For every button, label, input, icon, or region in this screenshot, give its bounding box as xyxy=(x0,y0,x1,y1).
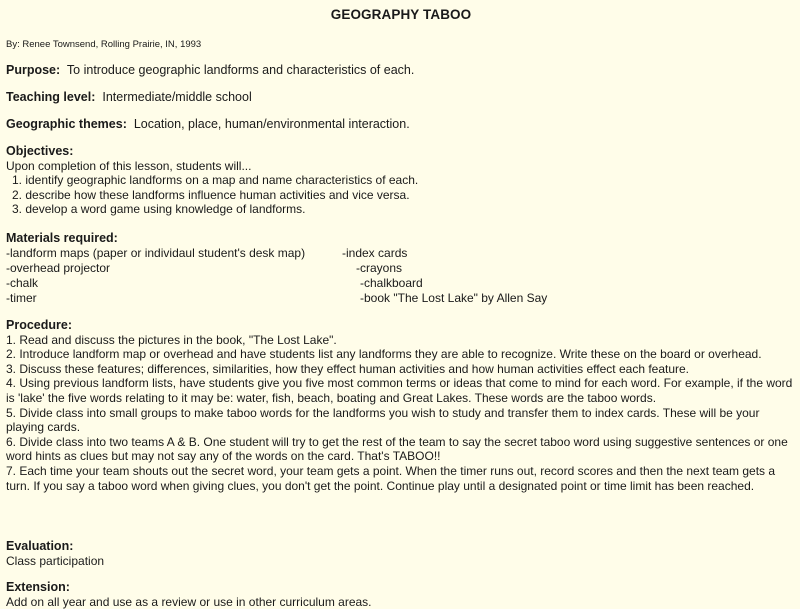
objectives-heading: Objectives: xyxy=(6,144,796,159)
material-item: -timer xyxy=(6,291,305,306)
geographic-themes-label: Geographic themes: xyxy=(6,117,127,131)
objectives-list xyxy=(6,173,796,217)
geographic-themes-field xyxy=(6,117,410,132)
procedure-step: 7. Each time your team shouts out the secret word, your team gets a point. When the timer runs out, record scores and then the next team gets a turn. If you say a taboo word when giving clues, you don't get the point. Continue play until a designated point or time limit has been reached. xyxy=(6,464,796,493)
procedure-step: 6. Divide class into two teams A & B. One student will try to get the rest of the team to say the secret taboo word using suggestive sentences or one word hints as clues but may not say any of the words on the card. That's TABOO!! xyxy=(6,435,796,464)
extension-heading: Extension: xyxy=(6,580,796,595)
purpose-label: Purpose: xyxy=(6,63,60,77)
objective-item: 2. describe how these landforms influence human activities and vice versa. xyxy=(6,188,796,203)
procedure-section xyxy=(6,318,796,493)
materials-list xyxy=(6,246,796,306)
materials-section xyxy=(6,231,796,306)
materials-right-column xyxy=(6,246,796,306)
objective-item: 1. identify geographic landforms on a map and name characteristics of each. xyxy=(6,173,796,188)
procedure-step: 5. Divide class into small groups to make taboo words for the landforms you wish to study and transfer them to index cards. These will be your playing cards. xyxy=(6,406,796,435)
evaluation-heading: Evaluation: xyxy=(6,539,796,554)
extension-section xyxy=(6,580,796,609)
geographic-themes-value: Location, place, human/environmental interaction. xyxy=(134,117,410,131)
procedure-heading: Procedure: xyxy=(6,318,796,333)
page-title: GEOGRAPHY TABOO xyxy=(6,8,796,23)
material-item: -landform maps (paper or individaul student's desk map) xyxy=(6,246,305,261)
materials-heading: Materials required: xyxy=(6,231,796,246)
teaching-level-field xyxy=(6,90,252,105)
objectives-intro: Upon completion of this lesson, students will... xyxy=(6,159,796,174)
teaching-level-label: Teaching level: xyxy=(6,90,95,104)
material-item: -overhead projector xyxy=(6,261,305,276)
purpose-value: To introduce geographic landforms and characteristics of each. xyxy=(67,63,414,77)
procedure-step: 4. Using previous landform lists, have students give you five most common terms or ideas that come to mind for each word. For example, if the word is 'lake' the five words relating to it may be: water, fish, beach, boating and Great Lakes. These words are the taboo words. xyxy=(6,376,796,405)
objective-item: 3. develop a word game using knowledge of landforms. xyxy=(6,202,796,217)
material-item: -index cards xyxy=(6,246,796,261)
material-item: -crayons xyxy=(6,261,796,276)
author-byline: By: Renee Townsend, Rolling Prairie, IN, 1993 xyxy=(6,38,201,53)
evaluation-section xyxy=(6,539,796,568)
extension-value: Add on all year and use as a review or use in other curriculum areas. xyxy=(6,595,796,609)
objectives-section xyxy=(6,144,796,217)
procedure-step: 1. Read and discuss the pictures in the book, "The Lost Lake". xyxy=(6,333,796,348)
evaluation-value: Class participation xyxy=(6,554,796,569)
purpose-field xyxy=(6,63,414,78)
procedure-step: 2. Introduce landform map or overhead and have students list any landforms they are able to recognize. Write these on the board or overhead. xyxy=(6,347,796,362)
material-item: -book "The Lost Lake" by Allen Say xyxy=(6,291,796,306)
procedure-step: 3. Discuss these features; differences, similarities, how they effect human activities and how human activities effect each feature. xyxy=(6,362,796,377)
material-item: -chalkboard xyxy=(6,276,796,291)
material-item: -chalk xyxy=(6,276,305,291)
teaching-level-value: Intermediate/middle school xyxy=(102,90,251,104)
